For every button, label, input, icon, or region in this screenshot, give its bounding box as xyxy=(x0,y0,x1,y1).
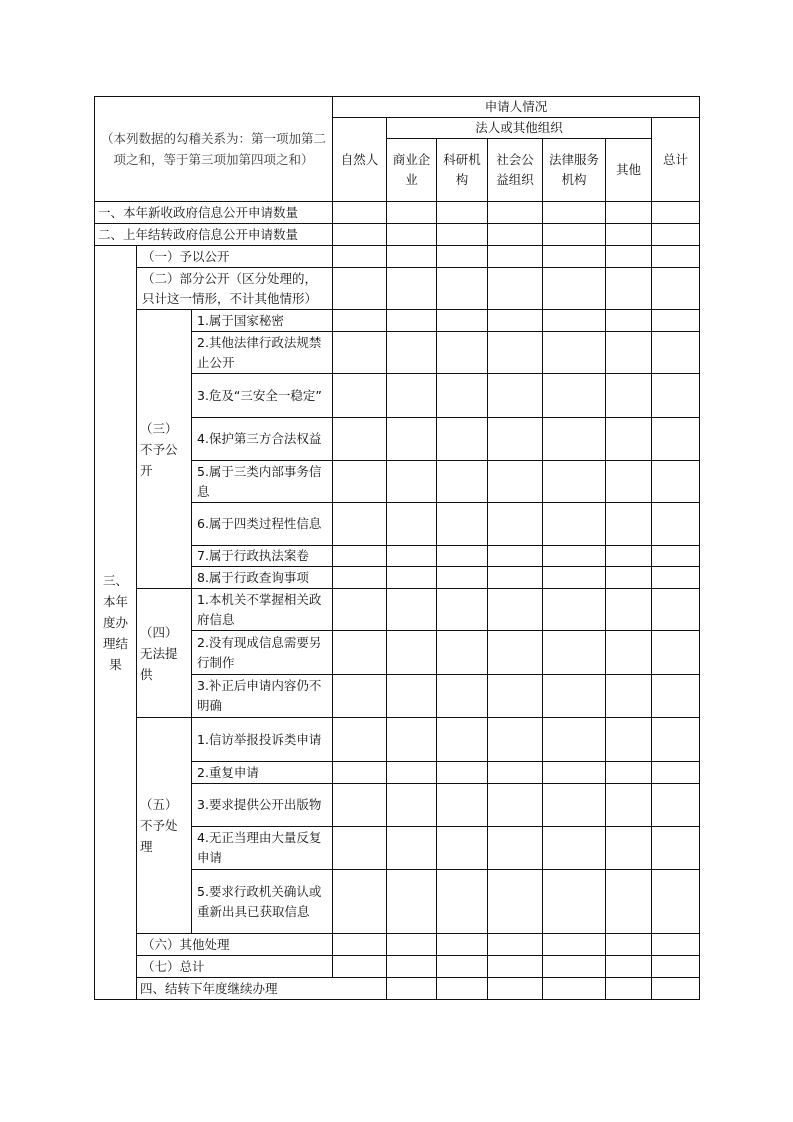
data-cell xyxy=(333,202,387,224)
data-cell xyxy=(543,332,606,374)
data-cell xyxy=(543,246,606,268)
data-cell xyxy=(652,418,700,461)
data-cell xyxy=(543,631,606,675)
unable-item: 2.没有现成信息需要另行制作 xyxy=(192,631,333,675)
data-cell xyxy=(606,503,652,546)
data-cell xyxy=(543,762,606,784)
data-cell xyxy=(437,224,488,246)
data-cell xyxy=(333,374,387,418)
data-cell xyxy=(652,762,700,784)
header-applicant-situation: 申请人情况 xyxy=(333,97,700,118)
data-cell xyxy=(387,461,437,503)
data-cell xyxy=(606,461,652,503)
data-cell xyxy=(652,310,700,332)
data-cell xyxy=(333,332,387,374)
data-cell xyxy=(488,762,543,784)
data-cell xyxy=(387,978,437,1000)
data-cell xyxy=(387,784,437,827)
data-cell xyxy=(606,246,652,268)
data-cell xyxy=(543,589,606,631)
header-other: 其他 xyxy=(606,139,652,202)
data-cell xyxy=(488,675,543,718)
data-cell xyxy=(488,332,543,374)
not-process-item: 3.要求提供公开出版物 xyxy=(192,784,333,827)
data-cell xyxy=(652,202,700,224)
data-cell xyxy=(333,246,387,268)
data-cell xyxy=(606,762,652,784)
group-unable-to-provide: （四）无法提供 xyxy=(137,589,192,718)
data-cell xyxy=(652,461,700,503)
data-cell xyxy=(333,589,387,631)
data-cell xyxy=(606,827,652,870)
data-cell xyxy=(652,784,700,827)
data-cell xyxy=(488,567,543,589)
data-cell xyxy=(606,224,652,246)
data-cell xyxy=(543,310,606,332)
data-cell xyxy=(488,631,543,675)
data-cell xyxy=(387,827,437,870)
data-cell xyxy=(387,202,437,224)
data-cell xyxy=(333,784,387,827)
data-cell xyxy=(387,224,437,246)
data-cell xyxy=(488,546,543,567)
data-cell xyxy=(543,956,606,978)
data-cell xyxy=(333,675,387,718)
data-cell xyxy=(333,567,387,589)
row-carried-over: 二、上年结转政府信息公开申请数量 xyxy=(95,224,333,246)
data-cell xyxy=(488,978,543,1000)
row-carry-to-next-year: 四、结转下年度继续办理 xyxy=(137,978,387,1000)
header-commercial: 商业企业 xyxy=(387,139,437,202)
not-open-item: 7.属于行政执法案卷 xyxy=(192,546,333,567)
data-cell xyxy=(543,870,606,934)
data-cell xyxy=(606,268,652,310)
data-cell xyxy=(488,268,543,310)
data-cell xyxy=(437,503,488,546)
data-cell xyxy=(437,546,488,567)
header-legal-service: 法律服务机构 xyxy=(543,139,606,202)
data-cell xyxy=(488,827,543,870)
header-natural-person: 自然人 xyxy=(333,118,387,202)
data-cell xyxy=(543,418,606,461)
data-cell xyxy=(387,268,437,310)
data-cell xyxy=(437,589,488,631)
header-note: （本列数据的勾稽关系为：第一项加第二项之和，等于第三项加第四项之和） xyxy=(95,97,333,202)
not-process-item: 2.重复申请 xyxy=(192,762,333,784)
data-cell xyxy=(606,784,652,827)
data-cell xyxy=(387,675,437,718)
data-cell xyxy=(387,503,437,546)
data-cell xyxy=(387,631,437,675)
header-total: 总计 xyxy=(652,118,700,202)
data-cell xyxy=(543,827,606,870)
data-cell xyxy=(606,934,652,956)
data-cell xyxy=(606,589,652,631)
data-cell xyxy=(333,503,387,546)
data-cell xyxy=(543,934,606,956)
data-cell xyxy=(652,546,700,567)
data-cell xyxy=(387,718,437,762)
data-cell xyxy=(488,718,543,762)
data-cell xyxy=(437,718,488,762)
data-cell xyxy=(387,567,437,589)
data-cell xyxy=(488,589,543,631)
data-cell xyxy=(387,418,437,461)
data-cell xyxy=(333,956,387,978)
data-cell xyxy=(333,870,387,934)
not-process-item: 5.要求行政机关确认或重新出具已获取信息 xyxy=(192,870,333,934)
data-cell xyxy=(606,202,652,224)
data-cell xyxy=(387,934,437,956)
data-cell xyxy=(437,310,488,332)
data-cell xyxy=(606,956,652,978)
not-open-item: 5.属于三类内部事务信息 xyxy=(192,461,333,503)
data-cell xyxy=(543,978,606,1000)
not-open-item: 6.属于四类过程性信息 xyxy=(192,503,333,546)
data-cell xyxy=(437,332,488,374)
data-cell xyxy=(652,332,700,374)
not-open-item: 2.其他法律行政法规禁止公开 xyxy=(192,332,333,374)
data-cell xyxy=(333,268,387,310)
data-cell xyxy=(333,631,387,675)
data-cell xyxy=(606,546,652,567)
data-cell xyxy=(387,589,437,631)
data-cell xyxy=(543,503,606,546)
data-cell xyxy=(333,224,387,246)
data-cell xyxy=(387,374,437,418)
data-cell xyxy=(543,718,606,762)
data-cell xyxy=(488,310,543,332)
not-open-item: 1.属于国家秘密 xyxy=(192,310,333,332)
data-cell xyxy=(652,827,700,870)
data-cell xyxy=(606,332,652,374)
section-3-label: 三、本年度办理结果 xyxy=(95,246,137,1000)
data-cell xyxy=(606,374,652,418)
data-cell xyxy=(488,246,543,268)
data-cell xyxy=(606,978,652,1000)
data-cell xyxy=(387,246,437,268)
data-cell xyxy=(387,546,437,567)
data-cell xyxy=(652,567,700,589)
data-cell xyxy=(488,374,543,418)
data-cell xyxy=(437,870,488,934)
data-cell xyxy=(387,332,437,374)
data-cell xyxy=(333,546,387,567)
data-cell xyxy=(488,224,543,246)
data-cell xyxy=(437,784,488,827)
group-not-open: （三）不予公开 xyxy=(137,310,192,589)
data-cell xyxy=(652,934,700,956)
data-cell xyxy=(488,202,543,224)
data-cell xyxy=(543,224,606,246)
data-cell xyxy=(543,374,606,418)
data-cell xyxy=(606,310,652,332)
data-cell xyxy=(606,718,652,762)
not-open-item: 8.属于行政查询事项 xyxy=(192,567,333,589)
data-cell xyxy=(543,675,606,718)
data-cell xyxy=(652,374,700,418)
data-cell xyxy=(606,631,652,675)
data-cell xyxy=(333,310,387,332)
data-cell xyxy=(652,718,700,762)
data-cell xyxy=(333,827,387,870)
data-cell xyxy=(488,503,543,546)
data-cell xyxy=(333,418,387,461)
data-cell xyxy=(488,461,543,503)
row-open: （一）予以公开 xyxy=(137,246,333,268)
data-cell xyxy=(333,762,387,784)
data-cell xyxy=(652,503,700,546)
data-cell xyxy=(437,978,488,1000)
data-cell xyxy=(543,461,606,503)
not-process-item: 1.信访举报投诉类申请 xyxy=(192,718,333,762)
data-cell xyxy=(437,956,488,978)
data-cell xyxy=(543,784,606,827)
unable-item: 1.本机关不掌握相关政府信息 xyxy=(192,589,333,631)
data-cell xyxy=(606,870,652,934)
data-cell xyxy=(652,956,700,978)
data-cell xyxy=(437,675,488,718)
not-process-item: 4.无正当理由大量反复申请 xyxy=(192,827,333,870)
data-cell xyxy=(437,567,488,589)
row-other-processing: （六）其他处理 xyxy=(137,934,333,956)
data-cell xyxy=(333,934,387,956)
data-cell xyxy=(333,718,387,762)
data-cell xyxy=(488,784,543,827)
header-social-welfare: 社会公益组织 xyxy=(488,139,543,202)
data-cell xyxy=(387,956,437,978)
data-cell xyxy=(437,762,488,784)
data-cell xyxy=(606,675,652,718)
header-legal-person-group: 法人或其他组织 xyxy=(387,118,652,139)
data-cell xyxy=(488,934,543,956)
unable-item: 3.补正后申请内容仍不明确 xyxy=(192,675,333,718)
data-cell xyxy=(652,268,700,310)
data-cell xyxy=(333,461,387,503)
row-section-total: （七）总计 xyxy=(137,956,333,978)
data-cell xyxy=(652,870,700,934)
row-partial-open: （二）部分公开（区分处理的，只计这一情形，不计其他情形） xyxy=(137,268,333,310)
data-cell xyxy=(387,762,437,784)
data-cell xyxy=(387,870,437,934)
not-open-item: 4.保护第三方合法权益 xyxy=(192,418,333,461)
data-cell xyxy=(606,418,652,461)
data-cell xyxy=(543,202,606,224)
data-cell xyxy=(387,310,437,332)
data-cell xyxy=(488,870,543,934)
not-open-item: 3.危及“三安全一稳定” xyxy=(192,374,333,418)
data-cell xyxy=(437,631,488,675)
data-cell xyxy=(437,268,488,310)
row-new-requests: 一、本年新收政府信息公开申请数量 xyxy=(95,202,333,224)
data-cell xyxy=(652,224,700,246)
data-cell xyxy=(652,246,700,268)
group-not-processed: （五）不予处理 xyxy=(137,718,192,934)
data-cell xyxy=(652,589,700,631)
data-cell xyxy=(437,461,488,503)
data-cell xyxy=(543,567,606,589)
data-cell xyxy=(437,827,488,870)
data-cell xyxy=(652,631,700,675)
data-cell xyxy=(437,418,488,461)
data-cell xyxy=(652,978,700,1000)
data-cell xyxy=(437,202,488,224)
disclosure-statistics-table xyxy=(94,96,700,1000)
data-cell xyxy=(437,374,488,418)
data-cell xyxy=(437,246,488,268)
data-cell xyxy=(437,934,488,956)
data-cell xyxy=(606,567,652,589)
data-cell xyxy=(543,546,606,567)
data-cell xyxy=(488,956,543,978)
data-cell xyxy=(543,268,606,310)
header-research: 科研机构 xyxy=(437,139,488,202)
data-cell xyxy=(652,675,700,718)
data-cell xyxy=(488,418,543,461)
